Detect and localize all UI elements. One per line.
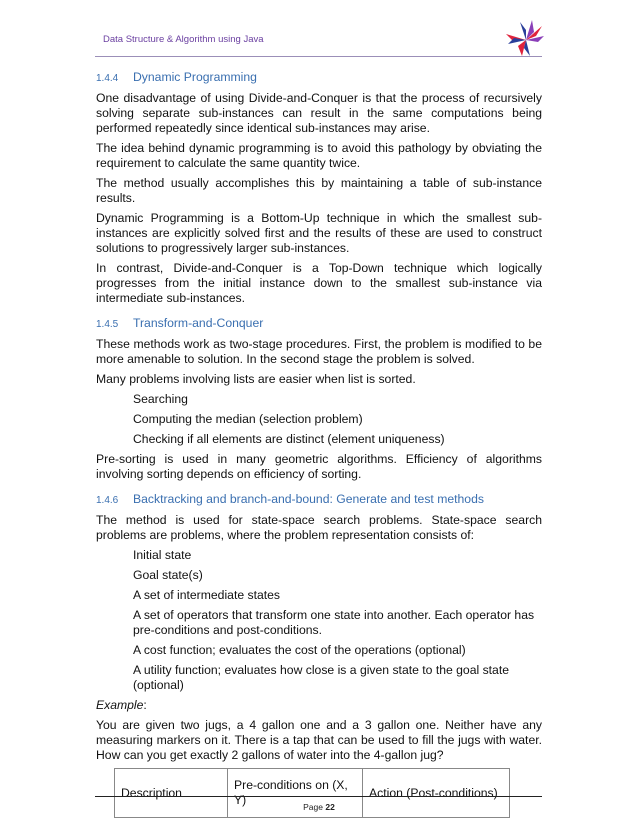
paragraph: Many problems involving lists are easier when list is sorted. bbox=[96, 372, 416, 386]
example-text: You are given two jugs, a 4 gallon one and a 3 gallon one. Neither have any measuring markers on it. There is a tap that can be used to fill the jugs with water. How can you get exactly 2 gallons of water into the 4-gallon jug? bbox=[96, 718, 542, 762]
list-item: Goal state(s) bbox=[133, 568, 203, 582]
page-label: Page bbox=[303, 802, 323, 812]
footer-divider bbox=[95, 796, 542, 797]
paragraph: Dynamic Programming is a Bottom-Up technique in which the smallest sub-instances are explicitly solved first and the results of these are used to construct solutions to progressively larger sub-instances. bbox=[96, 211, 542, 255]
list-item: A set of operators that transform one state into another. Each operator has pre-conditions and post-conditions. bbox=[133, 608, 535, 637]
page-body bbox=[96, 70, 542, 818]
running-header: Data Structure & Algorithm using Java bbox=[103, 34, 264, 45]
publisher-logo-icon bbox=[504, 18, 548, 58]
paragraph: Pre-sorting is used in many geometric algorithms. Efficiency of algorithms involving sorting depends on efficiency of sorting. bbox=[96, 452, 542, 481]
section-heading-dynamic-programming bbox=[96, 70, 542, 86]
list-item: Searching bbox=[133, 392, 188, 406]
list-item: A set of intermediate states bbox=[133, 588, 281, 602]
section-number: 1.4.6 bbox=[96, 495, 119, 506]
section-title: Dynamic Programming bbox=[133, 70, 257, 84]
header-divider bbox=[95, 56, 542, 57]
paragraph: The method usually accomplishes this by maintaining a table of sub-instance results. bbox=[96, 176, 542, 205]
paragraph: In contrast, Divide-and-Conquer is a Top-Down technique which logically progresses from the initial instance down to the smallest sub-instance via intermediate sub-instances. bbox=[96, 261, 542, 305]
section-heading-transform-and-conquer bbox=[96, 316, 542, 332]
table-header-cell: Action (Post-conditions) bbox=[363, 769, 510, 818]
paragraph: The method is used for state-space search problems. State-space search problems are problems, where the problem representation consists of: bbox=[96, 513, 542, 542]
list-item: Initial state bbox=[133, 548, 192, 562]
section-number: 1.4.5 bbox=[96, 319, 119, 330]
section-title: Backtracking and branch-and-bound: Generate and test methods bbox=[133, 492, 484, 506]
example-label: Example: bbox=[96, 698, 147, 712]
list-item: A cost function; evaluates the cost of the operations (optional) bbox=[133, 643, 466, 657]
list-item: Checking if all elements are distinct (element uniqueness) bbox=[133, 432, 445, 446]
list-item: Computing the median (selection problem) bbox=[133, 412, 363, 426]
page-number: 22 bbox=[325, 802, 335, 812]
table-header-cell: Pre-conditions on (X, Y) bbox=[228, 769, 363, 818]
page-footer bbox=[0, 802, 638, 812]
paragraph: The idea behind dynamic programming is to avoid this pathology by obviating the requirement to calculate the same quantity twice. bbox=[96, 141, 542, 170]
paragraph: These methods work as two-stage procedures. First, the problem is modified to be more amenable to solution. In the second stage the problem is solved. bbox=[96, 337, 542, 366]
table-header-cell: Description bbox=[115, 769, 228, 818]
list-item: A utility function; evaluates how close is a given state to the goal state (optional) bbox=[133, 663, 510, 692]
section-number: 1.4.4 bbox=[96, 73, 119, 84]
section-heading-backtracking bbox=[96, 492, 542, 508]
section-title: Transform-and-Conquer bbox=[133, 316, 264, 330]
paragraph: One disadvantage of using Divide-and-Conquer is that the process of recursively solving separate sub-instances can result in the same computations being performed repeatedly since identical sub-instances may arise. bbox=[96, 91, 542, 135]
